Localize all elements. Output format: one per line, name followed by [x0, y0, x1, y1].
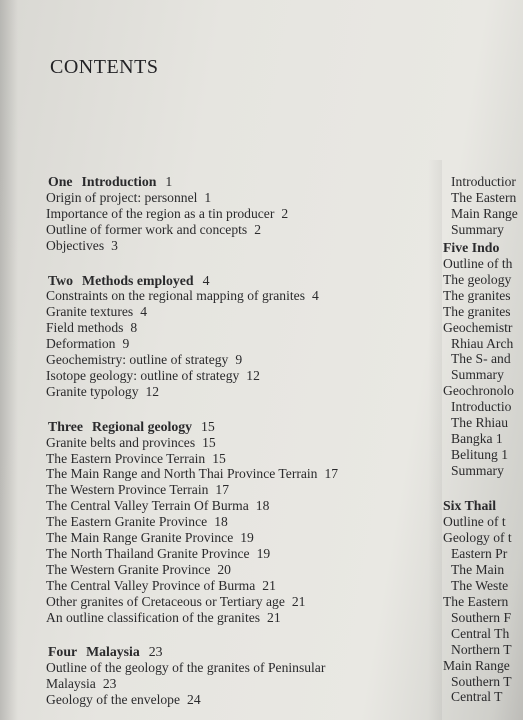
toc-entry-partial: Geochemistr	[443, 319, 513, 335]
toc-entry-partial: Bangka 1	[451, 431, 503, 447]
entry-title: Other granites of Cretaceous or Tertiary age	[46, 593, 285, 609]
chapter-title: Methods employed	[82, 272, 194, 288]
toc-entry-partial: Geology of t	[443, 529, 512, 545]
chapter-number: One	[48, 174, 73, 189]
page-number: 21	[267, 609, 281, 625]
entry-title: Constraints on the regional mapping of granites	[46, 288, 305, 304]
page-number: 4	[140, 304, 147, 320]
toc-entry-partial: The granites	[443, 287, 511, 303]
page-number: 15	[201, 418, 215, 434]
toc-entry-partial: Eastern Pr	[451, 545, 508, 561]
entry-title: Outline of former work and concepts	[46, 221, 248, 237]
entry-title: Isotope geology: outline of strategy	[46, 367, 240, 383]
page-number: 18	[214, 514, 228, 530]
entry-title: Granite typology	[46, 383, 139, 399]
page-number: 17	[324, 466, 339, 482]
entry-title: Geochemistry: outline of strategy	[46, 352, 229, 367]
page-number: 21	[262, 577, 276, 593]
toc-entry-partial: The Eastern	[443, 593, 509, 609]
page-number: 1	[204, 189, 212, 205]
entry-title: Field methods	[46, 320, 124, 336]
toc-entry-partial: Belitung 1	[451, 447, 509, 463]
toc-entry-partial: Outline of t	[443, 514, 506, 529]
chapter-number: Two	[48, 272, 74, 288]
entry-title: Objectives	[46, 237, 105, 253]
page-number: 23	[148, 644, 163, 660]
entry-title: Malaysia	[46, 676, 96, 692]
toc-entry-partial: The geology	[443, 271, 512, 287]
entry-title: The Eastern Province Terrain	[46, 450, 206, 466]
page-number: 24	[187, 692, 201, 708]
toc-entry-partial: Main Range	[443, 657, 510, 673]
toc-entry-partial: Central Th	[451, 625, 510, 641]
toc-entry-partial: Summary	[451, 221, 504, 237]
toc-entry-partial: Introductio	[451, 399, 512, 415]
toc-entry-partial: Introductior	[451, 174, 516, 189]
page-number: 4	[312, 288, 319, 304]
entry-title: An outline classification of the granites	[46, 609, 261, 625]
entry-title: The Western Granite Province	[46, 561, 211, 577]
entry-title: The Main Range and North Thai Province Terrain	[46, 466, 318, 482]
chapter-number: Four	[48, 644, 78, 660]
page-number: 8	[130, 320, 138, 336]
entry-title: Geology of the envelope	[46, 692, 181, 708]
page-number: 1	[165, 174, 173, 189]
entry-title: Origin of project: personnel	[46, 189, 198, 205]
chapter-heading-partial: Five Indo	[443, 239, 500, 255]
chapter-heading-partial: Six Thail	[443, 498, 497, 514]
entry-title: The Western Province Terrain	[46, 482, 209, 498]
toc-entry-partial: Southern F	[451, 609, 512, 625]
toc-entry-partial: The Rhiau	[451, 415, 509, 431]
page-number: 12	[145, 383, 160, 399]
toc-entry-partial: The Main	[451, 561, 505, 577]
page-number: 23	[102, 676, 117, 692]
page-number: 17	[215, 482, 230, 498]
chapter-title: Malaysia	[86, 644, 140, 660]
toc-entry-partial: Northern T	[451, 641, 512, 657]
toc-entry-partial: The Weste	[451, 577, 509, 593]
page-number: 19	[256, 545, 271, 561]
page-number: 18	[255, 498, 270, 514]
entry-title: The Central Valley Province of Burma	[46, 577, 256, 593]
toc-entry-partial: Rhiau Arch	[451, 335, 514, 351]
page-number: 3	[111, 237, 118, 253]
page-number: 12	[246, 367, 260, 383]
toc-entry-partial: The Eastern	[451, 189, 517, 205]
toc-entry-partial: Southern T	[451, 673, 512, 689]
chapter-title: Introduction	[81, 174, 157, 189]
entry-title: Granite textures	[46, 304, 134, 320]
entry-title: The Central Valley Terrain Of Burma	[46, 498, 249, 514]
page-number: 2	[254, 221, 261, 237]
page-number: 9	[122, 336, 130, 352]
page-title: CONTENTS	[50, 56, 159, 78]
page-number: 15	[212, 450, 226, 466]
toc-entry-partial: Central T	[451, 689, 503, 705]
entry-title: Importance of the region as a tin producer	[46, 205, 275, 221]
entry-title: The Main Range Granite Province	[46, 530, 234, 545]
entry-title: Outline of the geology of the granites of Peninsular	[46, 660, 326, 676]
page-number: 2	[281, 205, 289, 221]
toc-entry-partial: Summary	[451, 463, 504, 479]
toc-entry-partial: The S- and	[451, 351, 511, 367]
entry-title: Granite belts and provinces	[46, 434, 196, 450]
chapter-title: Regional geology	[92, 418, 193, 434]
chapter-number: Three	[48, 418, 83, 434]
page-number: 19	[240, 530, 254, 545]
toc-entry-partial: Outline of th	[443, 255, 513, 271]
page-number: 21	[291, 593, 306, 609]
toc-entry-partial: Geochronolo	[443, 383, 514, 399]
page-number: 9	[235, 352, 243, 367]
entry-title: Deformation	[46, 336, 116, 352]
toc-entry-partial: Summary	[451, 367, 504, 383]
entry-title: The Eastern Granite Province	[46, 514, 208, 530]
toc-entry-partial: The granites	[443, 303, 511, 319]
page-number: 4	[202, 272, 210, 288]
page-number: 20	[217, 561, 231, 577]
toc-entry-partial: Main Range	[451, 205, 518, 221]
page-number: 15	[202, 434, 216, 450]
entry-title: The North Thailand Granite Province	[46, 545, 250, 561]
